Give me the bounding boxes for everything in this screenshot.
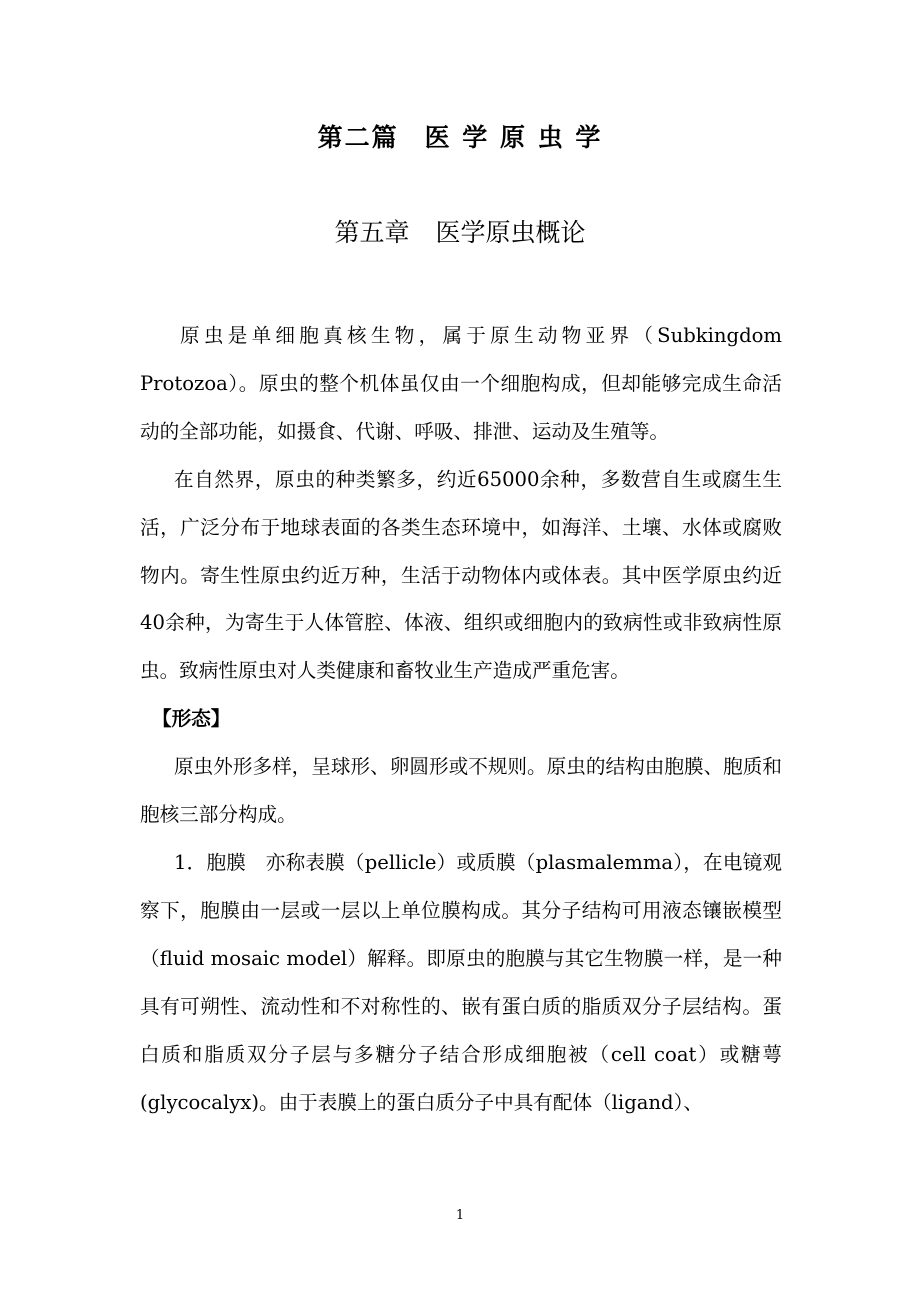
chapter-title-prefix: 第五章 (334, 218, 410, 247)
paragraph-morphology-intro: 原虫外形多样，呈球形、卵圆形或不规则。原虫的结构由胞膜、胞质和胞核三部分构成。 (140, 755, 782, 827)
part-title (0, 118, 920, 154)
chapter-title (0, 213, 920, 249)
chapter-title-main: 医学原虫概论 (435, 218, 586, 247)
part-title-main: 医 学 原 虫 学 (424, 123, 603, 152)
page-number: 1 (455, 1208, 465, 1223)
paragraph-nature: 在自然界，原虫的种类繁多，约近65000余种，多数营自生或腐生生活，广泛分布于地球表面的各类生态环境中，如海洋、土壤、水体或腐败物内。寄生性原虫约近万种，生活于动物体内或体表。其中医学原虫约近40余种，为寄生于人体管腔、体液、组织或细胞内的致病性或非致病性原虫。致病性原虫对人类健康和畜牧业生产造成严重危害。 (140, 467, 782, 683)
part-title-prefix: 第二篇 (317, 123, 399, 152)
paragraph-intro: 原虫是单细胞真核生物，属于原生动物亚界（Subkingdom Protozoa）。原虫的整个机体虽仅由一个细胞构成，但却能够完成生命活动的全部功能，如摄食、代谢、呼吸、排泄、运动及生殖等。 (140, 324, 782, 443)
body-text (140, 312, 782, 1126)
paragraph-membrane: 1．胞膜 亦称表膜（pellicle）或质膜（plasmalemma），在电镜观察下，胞膜由一层或一层以上单位膜构成。其分子结构可用液态镶嵌模型（fluid mosaic model）解释。即原虫的胞膜与其它生物膜一样，是一种具有可朔性、流动性和不对称性的、嵌有蛋白质的脂质双分子层结构。蛋白质和脂质双分子层与多糖分子结合形成细胞被（cell coat）或糖萼(glycocalyx)。由于表膜上的蛋白质分子中具有配体（ligand）、 (140, 850, 782, 1114)
section-heading-morphology: 【形态】 (152, 707, 231, 731)
